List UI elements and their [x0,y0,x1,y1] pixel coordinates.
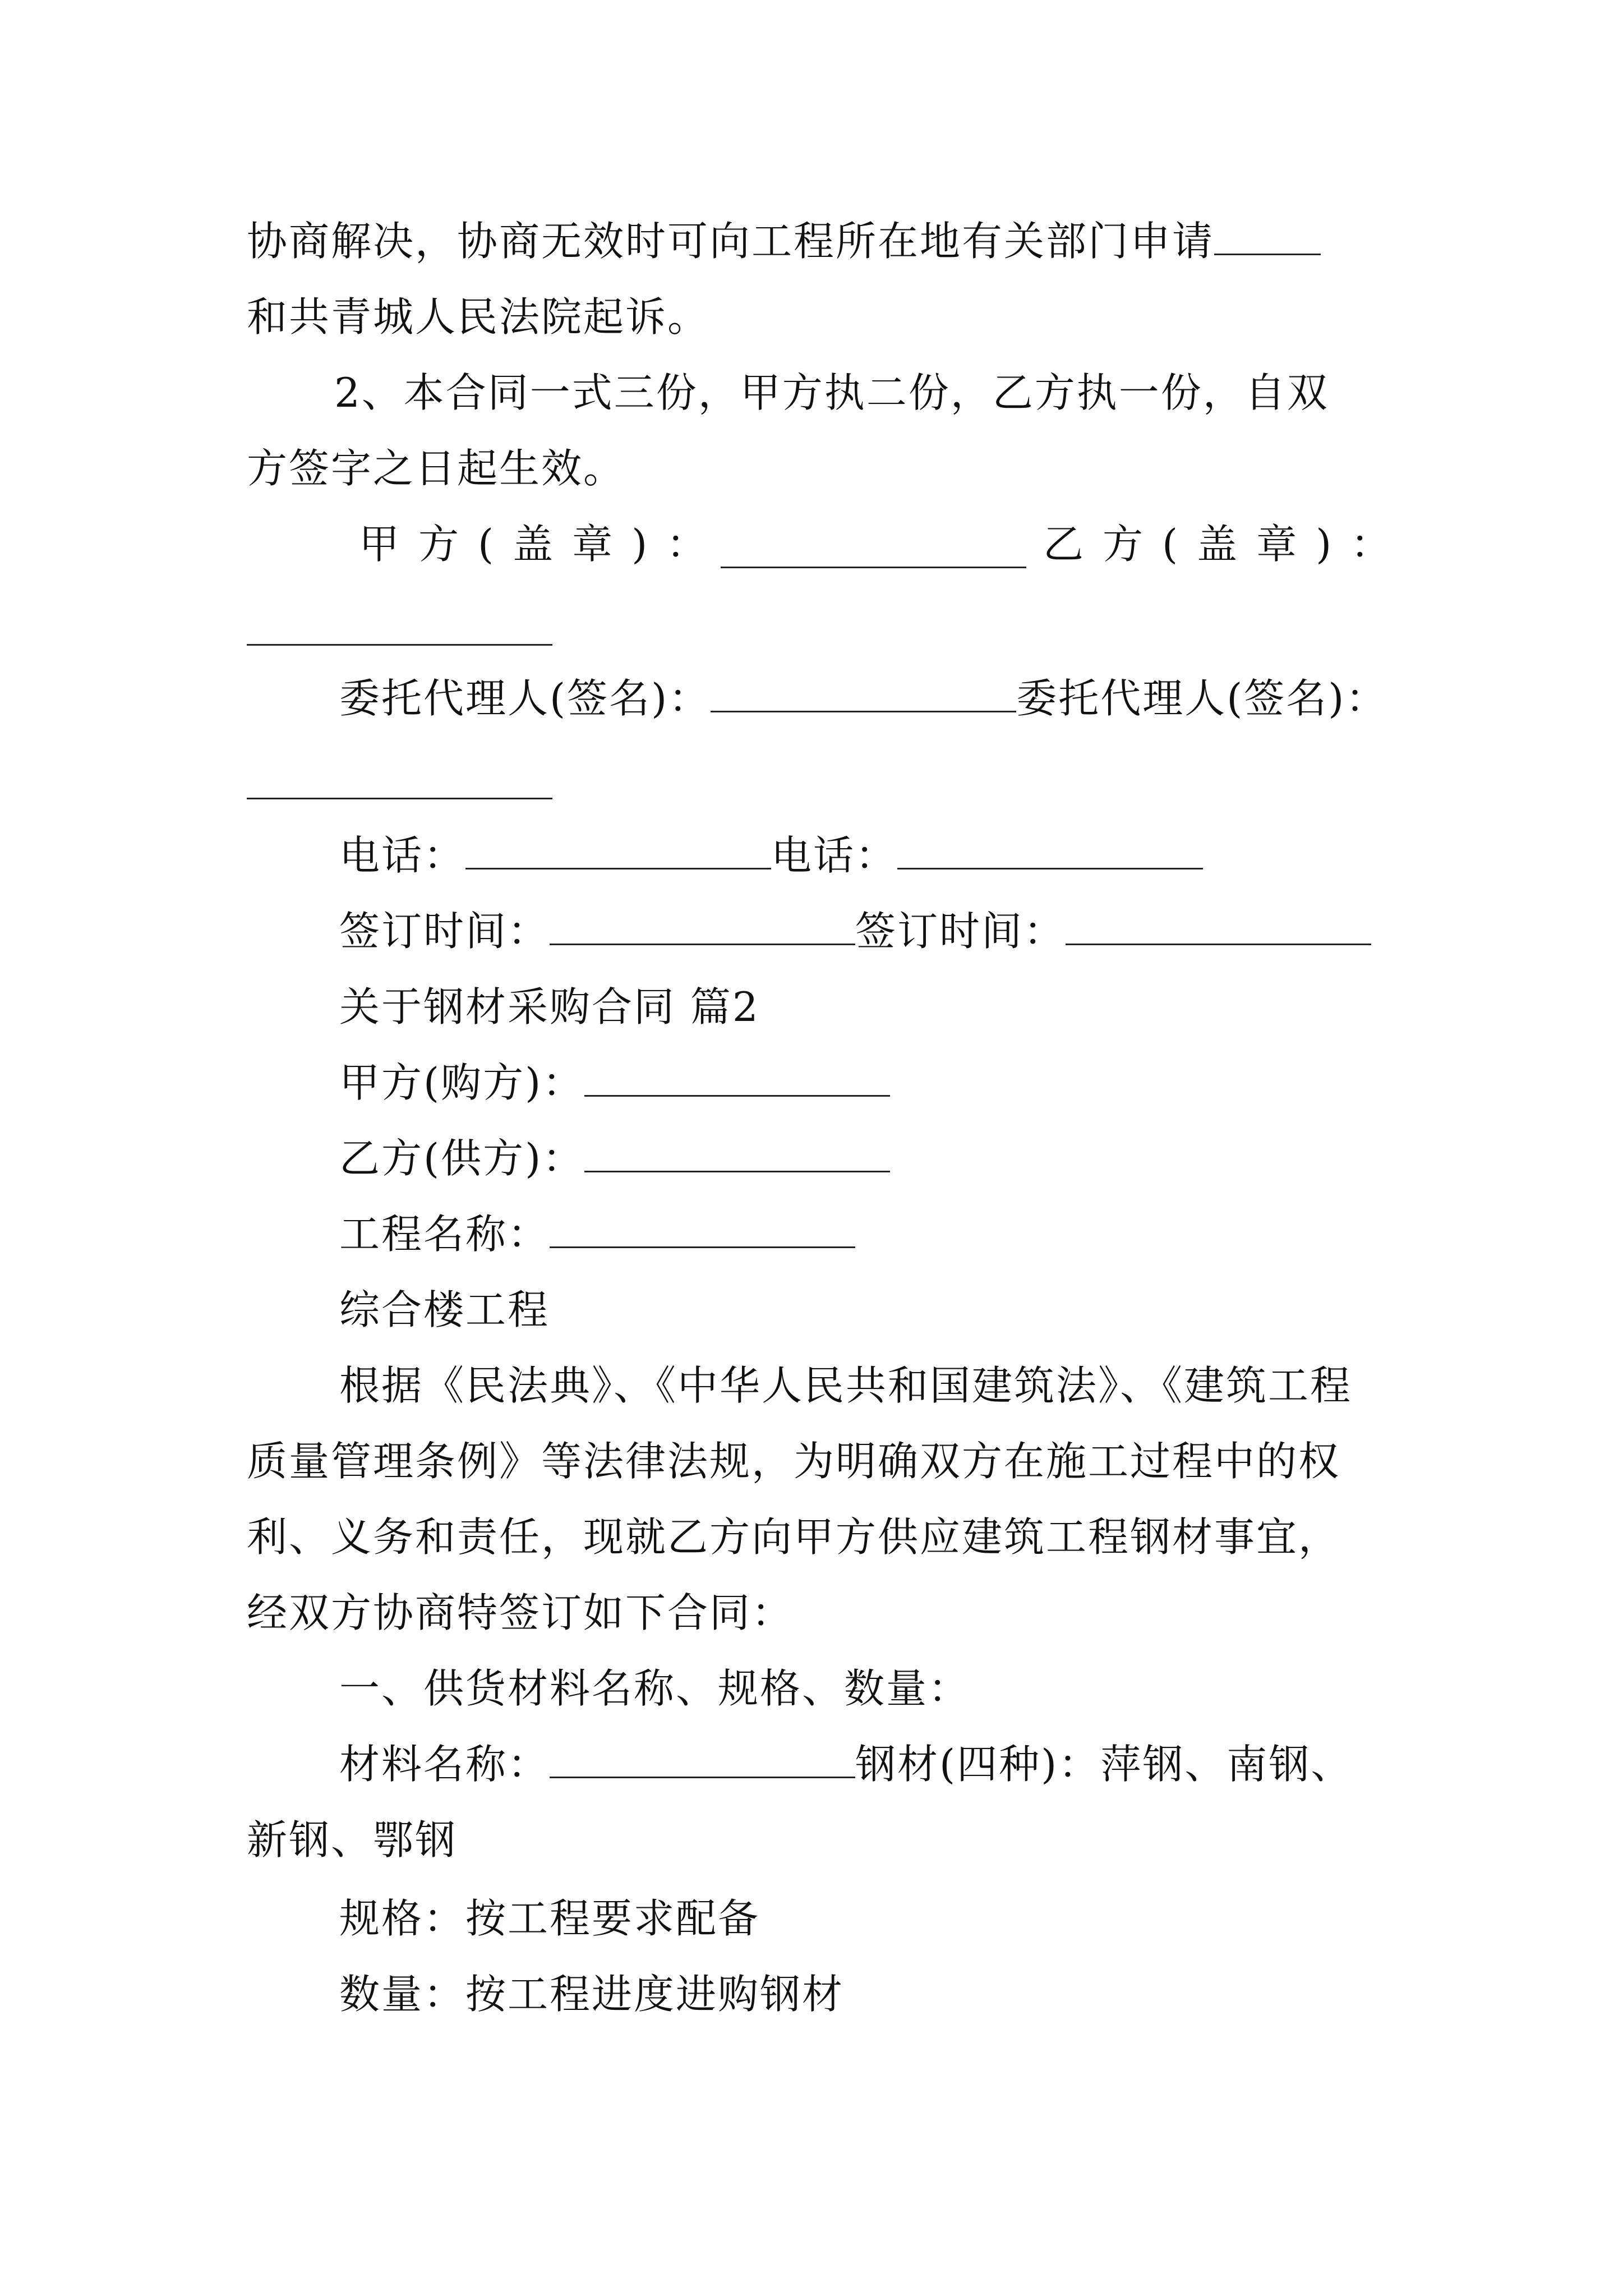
party-a-seal-blank [721,567,1026,568]
paragraph-line: 利、义务和责任，现就乙方向甲方供应建筑工程钢材事宜， [247,1513,1341,1561]
project-label: 工程名称： [339,1211,550,1258]
paragraph-line: 经双方协商特签订如下合同： [247,1589,794,1636]
paragraph-line: 新钢、鄂钢 [247,1816,458,1864]
signature-line [339,670,1387,726]
spec-line: 规格：按工程要求配备 [339,1895,760,1942]
party-a-seal-label: 甲方(盖章)： [359,521,726,568]
agent-a-blank [711,671,1016,712]
material-blank [550,1737,855,1778]
paragraph-line: 质量管理条例》等法律法规，为明确双方在施工过程中的权 [247,1438,1341,1485]
buyer-line [339,1055,890,1111]
project-line [339,1206,855,1262]
date-b-label: 签订时间： [855,908,1066,955]
signature-line [339,827,1203,884]
agent-b-label: 委托代理人(签名)： [1016,675,1388,722]
party-b-seal-label: 乙方(盖章)： [1043,521,1410,568]
phone-b-blank [897,829,1203,869]
phone-a-blank [465,829,771,869]
phone-a-label: 电话： [339,832,466,879]
date-a-blank [550,904,855,945]
phone-b-label: 电话： [771,832,898,879]
supplier-line [339,1130,890,1186]
arbitration-blank [1214,214,1321,255]
date-a-label: 签订时间： [339,908,550,955]
date-b-blank [1066,904,1371,945]
paragraph-line: 根据《民法典》、《中华人民共和国建筑法》、《建筑工程 [339,1362,1353,1409]
project-name: 综合楼工程 [339,1286,550,1333]
project-blank [550,1207,855,1248]
quantity-line: 数量：按工程进度进购钢材 [339,1971,845,2018]
material-label: 材料名称： [339,1741,550,1788]
material-value: 钢材(四种)：萍钢、南钢、 [855,1741,1353,1788]
dispute-text: 协商解决，协商无效时可向工程所在地有关部门申请 [247,218,1215,265]
paragraph-line: 2、本合同一式三份，甲方执二份，乙方执一份，自双 [334,369,1329,416]
section-title: 关于钢材采购合同 篇2 [339,983,760,1030]
paragraph-line: 方签字之日起生效。 [247,445,626,492]
material-line [339,1736,1353,1792]
buyer-label: 甲方(购方)： [339,1059,585,1106]
paragraph-line: 和共青城人民法院起诉。 [247,293,710,341]
agent-a-label: 委托代理人(签名)： [339,675,711,722]
supplier-label: 乙方(供方)： [339,1135,585,1182]
buyer-blank [584,1056,890,1097]
signature-line [339,903,1371,959]
paragraph-line [247,213,1321,269]
supplier-blank [584,1131,890,1172]
clause-heading: 一、供货材料名称、规格、数量： [339,1665,971,1712]
party-b-seal-blank [247,644,552,646]
agent-b-blank [247,798,552,799]
